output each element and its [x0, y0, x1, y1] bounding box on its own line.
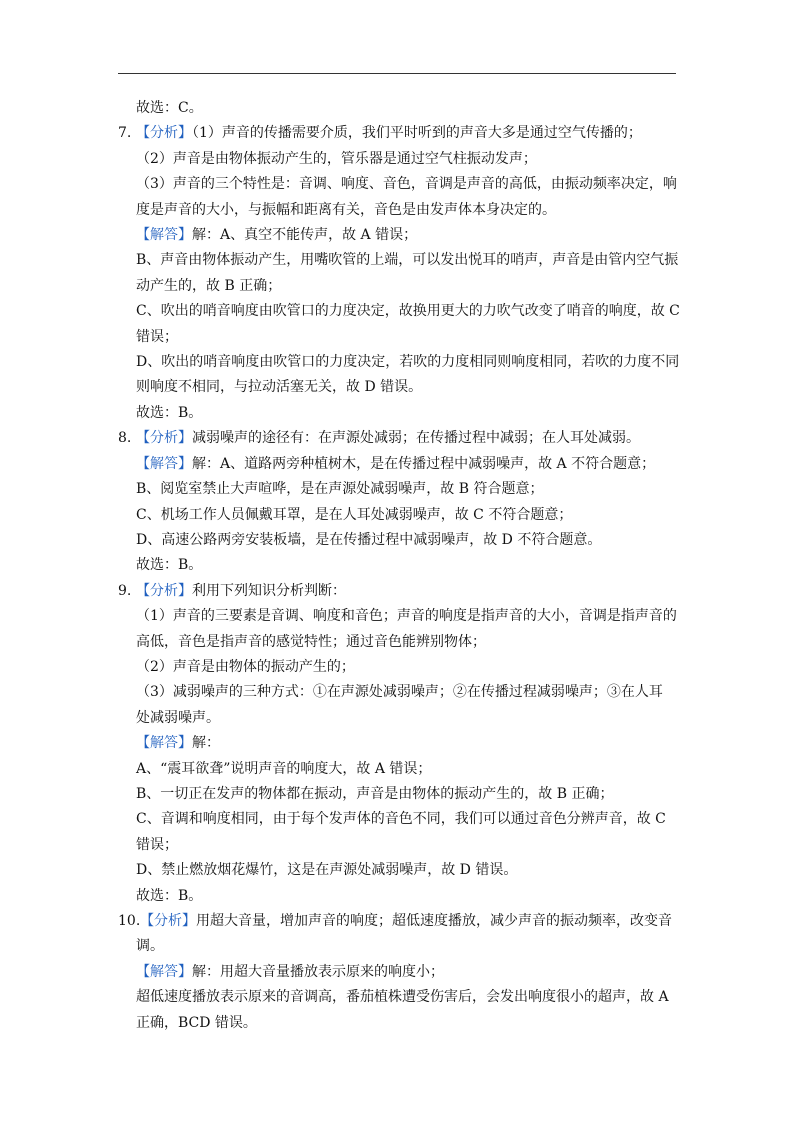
question-number: 10.	[118, 913, 141, 929]
answer-tag: 【解答】	[136, 455, 192, 472]
answer-tag: 【解答】	[136, 963, 192, 980]
prev-result: 故选：C。	[136, 100, 203, 116]
answer-content	[118, 96, 678, 1036]
answer-tag: 【解答】	[136, 227, 192, 244]
analysis-tag: 【分析】	[136, 430, 192, 447]
question-number: 7.	[118, 125, 132, 142]
question-8: 8. 【分析】减弱噪声的途径有：在声源处减弱；在传播过程中减弱；在人耳处减弱。 【解答】解：A、道路两旁种植树木，是在传播过程中减弱噪声，故 A 不符合题意； B、阅览室禁止大声喧哗，是在声源处减弱噪声，故 B 符合题意； C、机场工作人员佩戴耳罩，是在人耳处减弱噪声，故 C 不符合题意； D、高速公路两旁安装板墙，是在传播过程中减弱噪声，故 D 不符合题意。 故选：B。	[118, 426, 678, 578]
question-number: 8.	[118, 430, 132, 447]
result-line: 故选：B。	[136, 404, 203, 421]
question-number: 9.	[118, 582, 132, 599]
header-rule	[118, 73, 676, 74]
question-10: 10.【分析】用超大音量，增加声音的响度；超低速度播放，减少声音的振动频率，改变音 调。 【解答】解：用超大音量播放表示原来的响度小； 超低速度播放表示原来的音调高，番茄植株遭受伤害后，会发出响度很小的超声，故 A 正确，BCD 错误。	[118, 909, 678, 1036]
result-line: 故选：B。	[136, 887, 203, 904]
result-line: 故选：B。	[136, 557, 203, 574]
question-9: 9. 【分析】利用下列知识分析判断： （1）声音的三要素是音调、响度和音色；声音的响度是指声音的大小，音调是指声音的 高低，音色是指声音的感觉特性；通过音色能辨别物体； （2）声音是由物体的振动产生的； （3）减弱噪声的三种方式：①在声源处减弱噪声；②在传播过程减弱噪声；③在人耳 处减弱噪声。 【解答】解： A、“震耳欲聋”说明声音的响度大，故 A 错误； B、一切正在发声的物体都在振动，声音是由物体的振动产生的，故 B 正确； C、音调和响度相同，由于每个发声体的音色不同，我们可以通过音色分辨声音，故 C 错误； D、禁止燃放烟花爆竹，这是在声源处减弱噪声，故 D 错误。 故选：B。	[118, 579, 678, 909]
analysis-tag: 【分析】	[136, 582, 192, 599]
analysis-tag: 【分析】	[140, 913, 196, 929]
analysis-tag: 【分析】	[136, 125, 192, 142]
answer-tag: 【解答】	[136, 735, 192, 752]
question-7: 7. 【分析】（1）声音的传播需要介质，我们平时听到的声音大多是通过空气传播的； （2）声音是由物体振动产生的，管乐器是通过空气柱振动发声； （3）声音的三个特性是：音调、响度、音色，音调是声音的高低，由振动频率决定，响 度是声音的大小，与振幅和距离有关，音色是由发声体本身决定的。 【解答】解：A、真空不能传声，故 A 错误； B、声音由物体振动产生，用嘴吹管的上端，可以发出悦耳的哨声，声音是由管内空气振 动产生的，故 B 正确； C、吹出的哨音响度由吹管口的力度决定，故换用更大的力吹气改变了哨音的响度，故 C 错误； D、吹出的哨音响度由吹管口的力度决定，若吹的力度相同则响度相同，若吹的力度不同 则响度不相同，与拉动活塞无关，故 D 错误。 故选：B。	[118, 121, 678, 426]
